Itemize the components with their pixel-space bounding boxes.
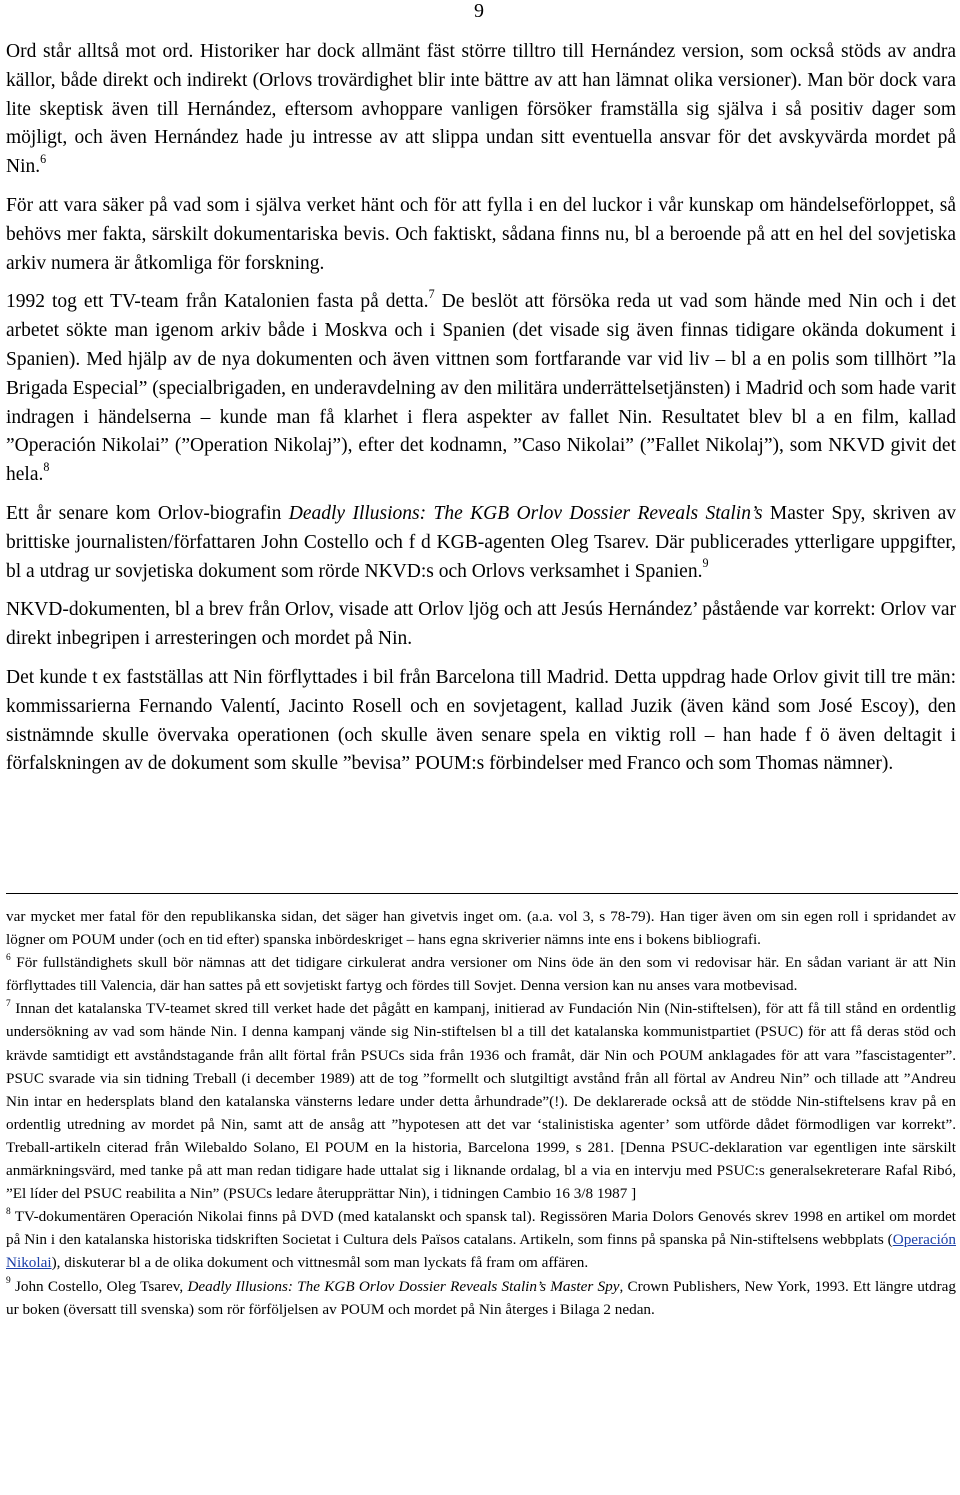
footnote-text: ), diskuterar bl a de olika dokument och vittnesmål som man lyckats få fram om affären. <box>51 1254 589 1272</box>
paragraph-text: NKVD-dokumenten, bl a brev från Orlov, visade att Orlov ljög och att Jesús Hernández’ påstående var korrekt: Orlov var direkt inbegripen i arresteringen och mordet på Nin. <box>6 599 956 650</box>
footnote-number: 8 <box>6 1206 11 1217</box>
footnotes <box>6 905 956 1321</box>
paragraph-text: Ord står alltså mot ord. Historiker har dock allmänt fäst större tilltro till Hernández version, som också stöds av andra källor, både direkt och indirekt (Orlovs trovärdighet blir inte bättre av att han lämnat olika versioner). Man bör dock vara lite skeptisk även till Hernández, eftersom avhoppare vanligen försöker framställa sig själva i så positiv dager som möjligt, och även Hernández hade ju intresse av att slippa undan sitt eventuella ansvar för det avskyvärda mordet på Nin. <box>6 41 956 178</box>
paragraph-5 <box>6 596 956 654</box>
footnote-ref-6[interactable]: 6 <box>40 151 47 166</box>
footnote-number: 7 <box>6 998 11 1009</box>
paragraph-text: 1992 tog ett TV-team från Katalonien fasta på detta. <box>6 291 429 313</box>
paragraph-text: Det kunde t ex fastställas att Nin förflyttades i bil från Barcelona till Madrid. Detta uppdrag hade Orlov givit till tre män: kommissarierna Fernando Valentí, Jacinto Rosell och en sovjetagent, kallad Juzik (även känd som José Escoy), den sistnämnde skulle övervaka operationen (och skulle även senare spela en viktig roll – han hade f ö även deltagit i förfalskningen av de dokument som skulle ”bevisa” POUM:s förbindelser med Franco och som Thomas nämner). <box>6 666 956 775</box>
operacion-nikolai-link[interactable]: Operación Nikolai <box>6 1231 956 1272</box>
footnote-continuation: var mycket mer fatal för den republikanska sidan, det säger han givetvis inget om. (a.a. vol 3, s 78-79). Han tiger även om sin egen roll i spridandet av lögner om POUM under (och en tid efter) spanska inbördeskriget – hans egna skriverier nämns inte ens i bokens bibliografi. <box>6 908 956 949</box>
paragraph-3 <box>6 288 956 490</box>
footnote-ref-7[interactable]: 7 <box>428 287 435 302</box>
paragraph-text: För att vara säker på vad som i själva verket hänt och för att fylla i en del luckor i vår kunskap om händelseförloppet, så behövs mer fakta, särskilt dokumentariska bevis. Och faktiskt, sådana finns nu, bl a beroende på att en hel del sovjetiska arkiv numera är åtkomliga för forskning. <box>6 194 956 274</box>
footnote-separator <box>6 893 958 894</box>
paragraph-6 <box>6 664 956 779</box>
paragraph-text: Ett år senare kom Orlov-biografin <box>6 502 289 524</box>
footnote-text: John Costello, Oleg Tsarev, <box>10 1277 188 1295</box>
footnote-number: 6 <box>6 952 11 963</box>
paragraph-2 <box>6 192 956 278</box>
footnote-ref-9[interactable]: 9 <box>702 556 709 571</box>
footnote-9 <box>6 1275 956 1321</box>
page-number: 9 <box>474 0 484 22</box>
paragraph-text: Master Spy, skriven av brittiske journalisten/författaren John Costello och f d KGB-agenten Oleg Tsarev. Där publicerades ytterligare uppgifter, bl a utdrag ur sovjetiska dokument som rörde NKVD:s och Orlovs verksamhet i Spanien. <box>6 502 956 582</box>
footnote-text: Innan det katalanska TV-teamet skred till verket hade det pågått en kampanj, initierad av Fundación Nin (Nin-stiftelsen), för att få till stånd en ordentlig undersökning av vad som hände Nin. I denna kampanj vände sig Nin-stiftelsen bl a till det katalanska kommunistpartiet (PSUC) för att få deras stöd och krävde samtidigt ett avståndstagande från allt förtal från PSUCs sida från 1936 och framåt, där Nin och POUM anklagades för att vara ”fascistagenter”. PSUC svarade via sin tidning Treball (i december 1989) att de tog ”formellt och slutgiltigt avstånd från all förtal av Andreu Nin” och tillade att ”Andreu Nin intar en hedersplats bland den katalanska vänsterns ledare under detta århundrade”(!). De deklarerade också att de stödde Nin-stiftelsens krav på en ordentlig utredning av mordet på Nin, samt att de ansåg att ”hypotesen att det var ‘stalinistiska agenter’ som utförde dådet förmodligen var korrekt”. Treball-artikeln citerad från Wilebaldo Solano, El POUM en la historia, Barcelona 1999, s 281. [Denna PSUC-deklaration var egentligen inte särskilt anmärkningsvärd, med tanke på att man redan tidigare hade uttalat sig i liknande ordalag, bl a via en intervju med PSUC:s generalsekreterare Rafal Ribó, ”El líder del PSUC reabilita a Nin” (PSUCs ledare återupprättar Nin), i tidningen Cambio 16 3/8 1987 ] <box>6 1000 956 1203</box>
footnote-6 <box>6 951 956 997</box>
footnote-number: 9 <box>6 1276 11 1287</box>
paragraph-text: De beslöt att försöka reda ut vad som hände med Nin och i det arbetet sökte man igenom arkiv både i Moskva och i Spanien (det visade sig även finnas tidigare okända dokument i Spanien). Med hjälp av de nya dokumenten och även vittnen som fortfarande var vid liv – bl a en polis som tillhört ”la Brigada Especial” (specialbrigaden, en underavdelning av den militära underrättelsetjänsten) i Madrid och som hade varit indragen i händelserna – kunde man få klarhet i flera aspekter av fallet Nin. Resultatet blev bl a en film, kallad ”Operación Nikolai” (”Operation Nikolaj”), efter det kodnamn, ”Caso Nikolai” (”Fallet Nikolaj”), som NKVD givit det hela. <box>6 291 957 486</box>
footnote-8 <box>6 1205 956 1274</box>
paragraph-1 <box>6 38 956 182</box>
footnote-text: TV-dokumentären Operación Nikolai finns på DVD (med katalanskt och spansk tal). Regissören Maria Dolors Genovés skrev 1998 en artikel om mordet på Nin i den katalanska historiska tidskriften Societat i Cultura dels Països catalans. Artikeln, som finns på spanska på Nin-stiftelsens webbplats ( <box>6 1208 956 1249</box>
paragraph-4 <box>6 500 956 586</box>
footnote-ref-8[interactable]: 8 <box>43 459 50 474</box>
book-title: Deadly Illusions: The KGB Orlov Dossier Reveals Stalin’s Master Spy <box>187 1277 620 1295</box>
footnote-text: För fullständighets skull bör nämnas att det tidigare cirkulerat andra versioner om Nins öde än den som vi redovisar här. En sådan variant är att Nin förflyttades till Valencia, där han sattes på ett sovjetiskt fartyg och fördes till Sovjet. Denna version kan nu anses vara motbevisad. <box>6 954 956 995</box>
footnote-text: , Crown Publishers, New York, 1993. Ett längre utdrag ur boken (översatt till svenska) som rör förföljelsen av POUM och mordet på Nin återges i Bilaga 2 nedan. <box>6 1277 956 1318</box>
book-title: Deadly Illusions: The KGB Orlov Dossier Reveals Stalin’s <box>288 502 763 524</box>
main-text <box>6 38 956 789</box>
footnote-7 <box>6 997 956 1205</box>
